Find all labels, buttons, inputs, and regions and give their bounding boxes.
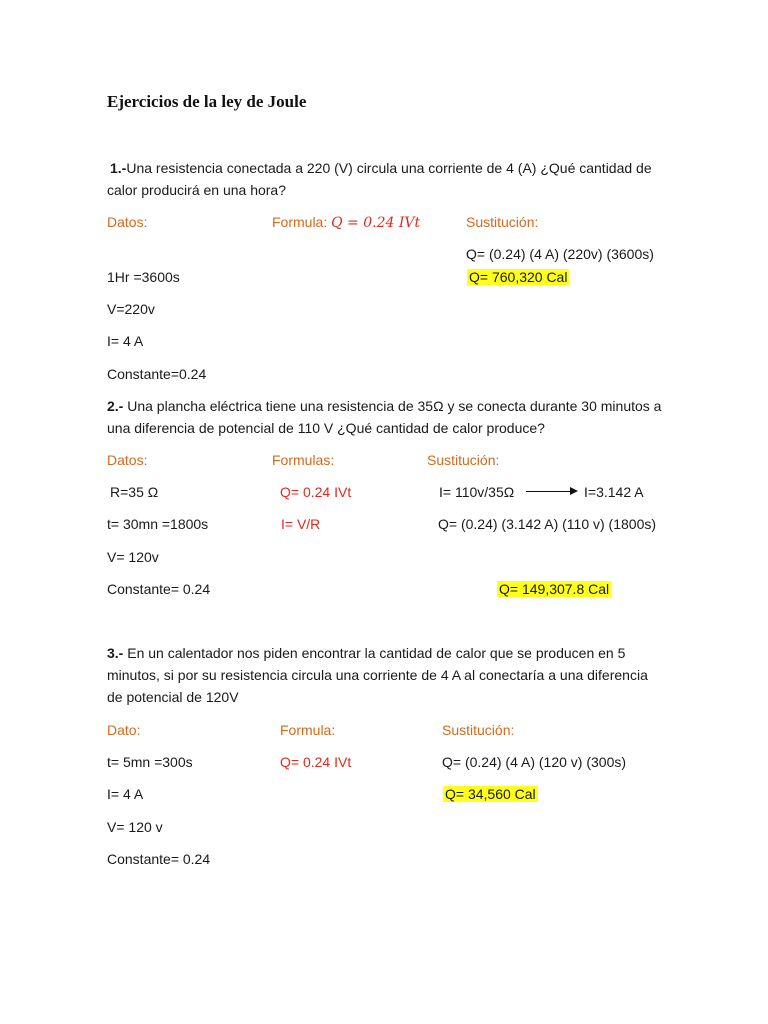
ex2-formula-1: Q= 0.24 IVt xyxy=(280,484,352,500)
ex2-sustitucion-label: Sustitución: xyxy=(427,452,500,468)
ex2-datos-label: Datos: xyxy=(107,452,148,468)
exercise-2-number: 2.- xyxy=(107,398,124,414)
page-title: Ejercicios de la ley de Joule xyxy=(107,92,307,111)
ex2-current-result: I=3.142 A xyxy=(584,484,644,500)
ex2-dato-2: t= 30mn =1800s xyxy=(107,516,209,532)
ex1-formula-block xyxy=(272,213,420,232)
ex3-formula-label: Formula: xyxy=(280,722,336,738)
ex2-result: Q= 149,307.8 Cal xyxy=(499,581,610,597)
exercise-1-text: Una resistencia conectada a 220 (V) circula una corriente de 4 (A) ¿Qué cantidad de calor producirá en una hora? xyxy=(107,160,652,198)
exercise-2-statement xyxy=(107,395,667,439)
ex1-result: Q= 760,320 Cal xyxy=(469,269,568,285)
ex2-dato-1: R=35 Ω xyxy=(110,484,159,500)
ex1-dato-2: V=220v xyxy=(107,301,155,317)
ex1-formula: Q = 0.24 IVt xyxy=(331,215,421,231)
ex3-dato-label: Dato: xyxy=(107,722,141,738)
ex2-formula-2: I= V/R xyxy=(281,516,321,532)
exercise-3-statement xyxy=(107,642,667,708)
exercise-2-text: Una plancha eléctrica tiene una resistencia de 35Ω y se conecta durante 30 minutos a una diferencia de potencial de 110 V ¿Qué cantidad de calor produce? xyxy=(107,398,662,436)
exercise-3-number: 3.- xyxy=(107,645,124,661)
arrow-right-icon xyxy=(526,491,576,492)
exercise-3-text: En un calentador nos piden encontrar la cantidad de calor que se producen en 5 minutos, si por su resistencia circula una corriente de 4 A al conectaría a una diferencia de potencial de 120V xyxy=(107,645,648,705)
ex1-datos-label: Datos: xyxy=(107,214,148,230)
ex2-dato-4: Constante= 0.24 xyxy=(107,581,211,597)
exercise-1-statement xyxy=(107,157,667,201)
ex1-dato-3: I= 4 A xyxy=(107,333,144,349)
ex1-sustitucion-label: Sustitución: xyxy=(466,214,539,230)
ex3-result: Q= 34,560 Cal xyxy=(445,786,536,802)
ex3-substitution: Q= (0.24) (4 A) (120 v) (300s) xyxy=(442,754,627,770)
ex3-dato-1: t= 5mn =300s xyxy=(107,754,193,770)
ex2-dato-3: V= 120v xyxy=(107,549,159,565)
ex1-dato-1: 1Hr =3600s xyxy=(107,269,180,285)
ex2-substitution: Q= (0.24) (3.142 A) (110 v) (1800s) xyxy=(438,516,657,532)
ex3-dato-2: I= 4 A xyxy=(107,786,144,802)
ex3-dato-4: Constante= 0.24 xyxy=(107,851,211,867)
ex1-substitution: Q= (0.24) (4 A) (220v) (3600s) xyxy=(466,246,654,262)
ex2-formulas-label: Formulas: xyxy=(272,452,335,468)
ex2-current-calc: I= 110v/35Ω xyxy=(439,484,515,500)
ex3-dato-3: V= 120 v xyxy=(107,819,163,835)
exercise-1-number: 1.- xyxy=(110,160,127,176)
ex3-sustitucion-label: Sustitución: xyxy=(442,722,515,738)
ex1-formula-label: Formula: xyxy=(272,214,328,230)
ex3-formula: Q= 0.24 IVt xyxy=(280,754,352,770)
ex1-dato-4: Constante=0.24 xyxy=(107,366,207,382)
